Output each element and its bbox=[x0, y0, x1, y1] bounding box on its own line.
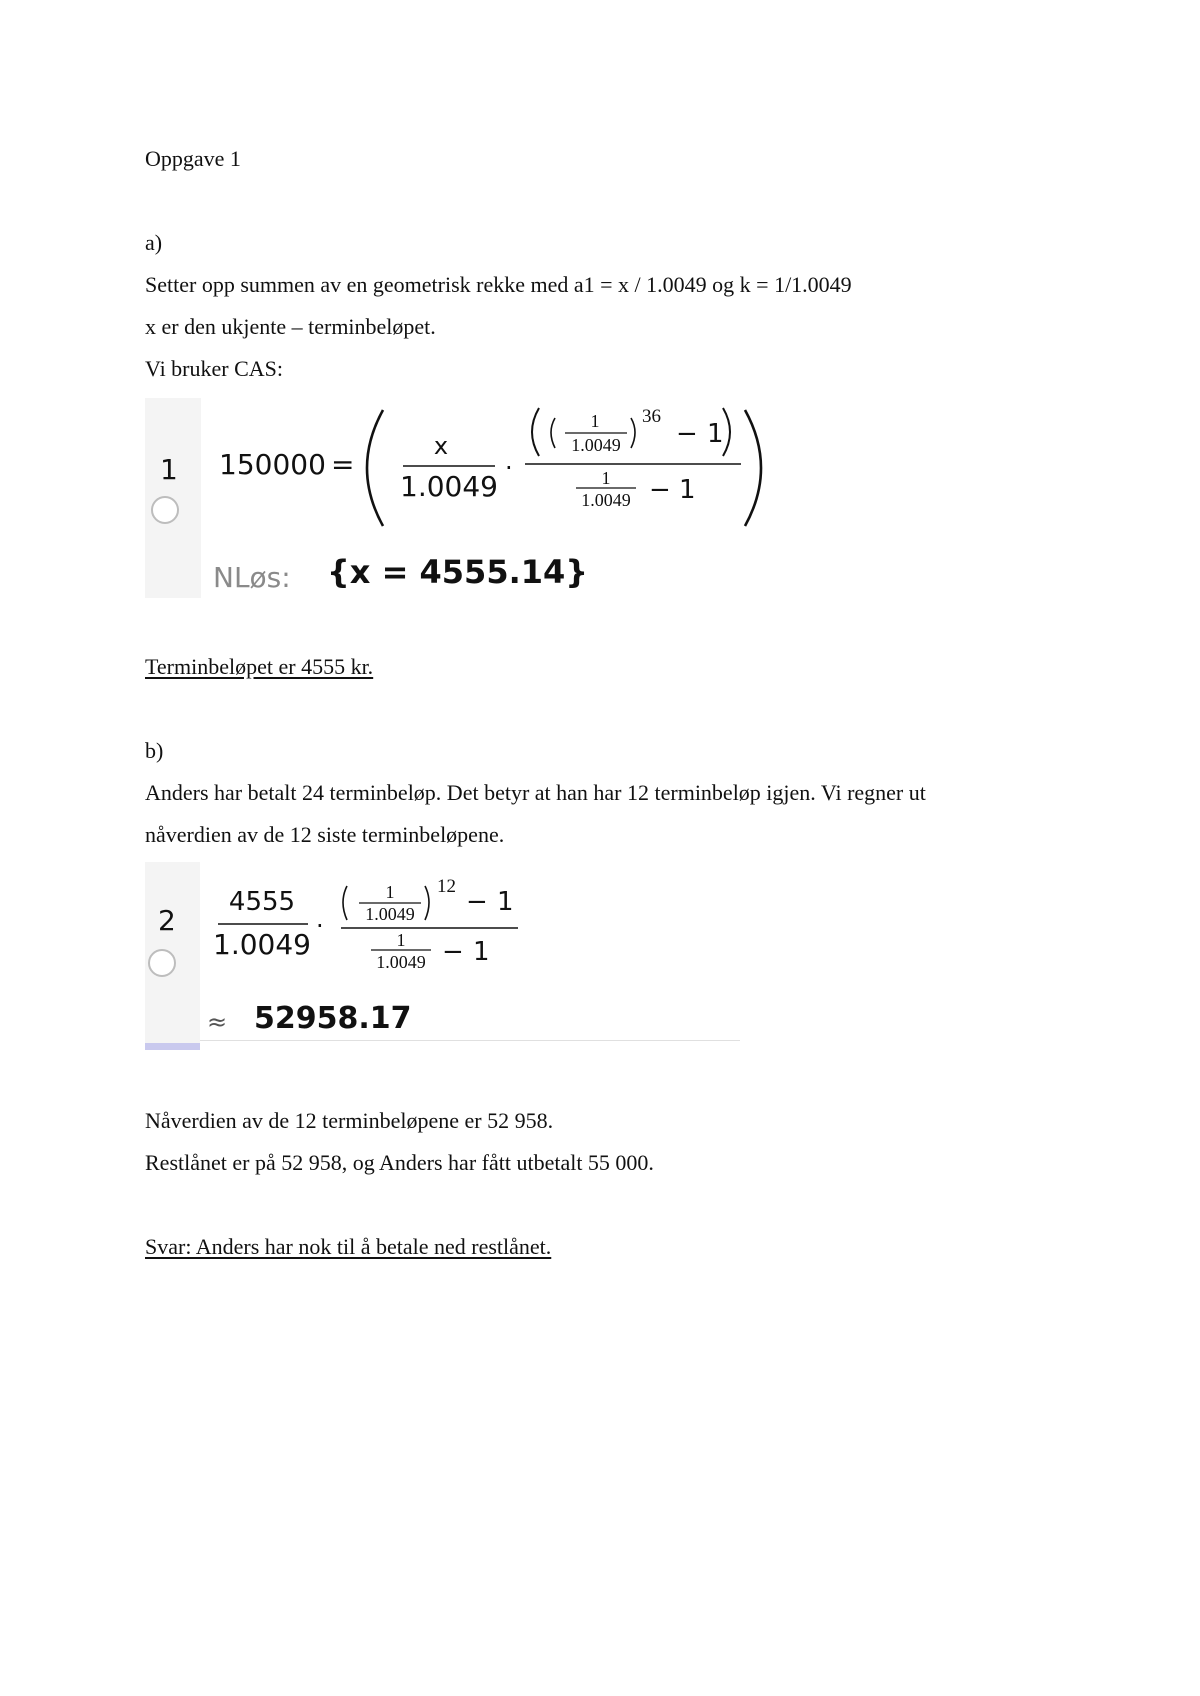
num-paren-right-outer bbox=[723, 408, 730, 456]
cas-row-1-formula bbox=[145, 398, 785, 538]
denom-fraction-one: 1 bbox=[601, 468, 611, 488]
part-a-conclusion: Terminbeløpet er 4555 kr. bbox=[145, 654, 374, 679]
inner-fraction-rate: 1.0049 bbox=[365, 904, 415, 924]
num-paren-left bbox=[343, 886, 347, 920]
formula-equals: = bbox=[331, 448, 355, 481]
cas-row-1-result-label: NLøs: bbox=[213, 561, 291, 594]
cas-row-2-formula bbox=[145, 862, 740, 982]
cas-row-2 bbox=[145, 862, 740, 1050]
denom-one: 1 bbox=[473, 937, 490, 967]
part-a-cas-text: Vi bruker CAS: bbox=[145, 356, 284, 381]
denom-fraction-rate: 1.0049 bbox=[376, 952, 426, 972]
inner-fraction-rate: 1.0049 bbox=[571, 435, 621, 455]
big-paren-left bbox=[367, 410, 383, 526]
denom-minus: − bbox=[442, 937, 464, 967]
cas-row-1-result-value: {x = 4555.14} bbox=[327, 553, 589, 591]
cas-row-1 bbox=[145, 398, 785, 598]
fraction-4555-numerator: 4555 bbox=[228, 887, 296, 917]
fraction-4555-denominator: 1.0049 bbox=[213, 928, 311, 961]
num-paren-right bbox=[425, 886, 429, 920]
formula-dot: · bbox=[505, 454, 513, 482]
cas-row-2-selection-bar bbox=[145, 1043, 200, 1050]
cas-row-2-number: 2 bbox=[158, 904, 176, 937]
num-one: 1 bbox=[497, 887, 514, 917]
formula-dot: · bbox=[316, 912, 324, 940]
part-b-result-2: Restlånet er på 52 958, og Anders har fått utbetalt 55 000. bbox=[145, 1150, 654, 1175]
part-b-text-2: nåverdien av de 12 siste terminbeløpene. bbox=[145, 822, 505, 847]
denom-fraction-rate: 1.0049 bbox=[581, 490, 631, 510]
part-b-result-1: Nåverdien av de 12 terminbeløpene er 52 958. bbox=[145, 1108, 554, 1133]
exponent-36: 36 bbox=[642, 406, 661, 427]
big-paren-right bbox=[745, 410, 761, 526]
denom-fraction-one: 1 bbox=[396, 930, 406, 950]
num-paren-left-inner bbox=[551, 418, 555, 448]
task-heading: Oppgave 1 bbox=[145, 146, 241, 171]
fraction-x-numerator: x bbox=[433, 432, 449, 460]
fraction-x-denominator: 1.0049 bbox=[400, 470, 498, 503]
denom-one: 1 bbox=[679, 475, 696, 505]
part-b-answer: Svar: Anders har nok til å betale ned restlånet. bbox=[145, 1234, 552, 1259]
cas-row-2-separator bbox=[200, 1040, 740, 1041]
num-minus: − bbox=[466, 887, 488, 917]
part-a-unknown-text: x er den ukjente – terminbeløpet. bbox=[145, 314, 436, 339]
num-paren-left-outer bbox=[532, 408, 539, 456]
part-a-setup-text: Setter opp summen av en geometrisk rekke med a1 = x / 1.0049 og k = 1/1.0049 bbox=[145, 272, 852, 297]
exponent-12: 12 bbox=[437, 876, 456, 897]
inner-fraction-one: 1 bbox=[385, 882, 395, 902]
part-b-text-1: Anders har betalt 24 terminbeløp. Det betyr at han har 12 terminbeløp igjen. Vi regner ut bbox=[145, 780, 926, 805]
cas-row-1-number: 1 bbox=[160, 453, 178, 486]
num-minus: − bbox=[676, 419, 698, 449]
part-b-label: b) bbox=[145, 738, 164, 763]
num-paren-right-inner bbox=[631, 418, 635, 448]
denom-minus: − bbox=[649, 475, 671, 505]
formula-lhs: 150000 bbox=[219, 448, 326, 481]
num-one: 1 bbox=[707, 419, 724, 449]
cas-row-2-result-value: 52958.17 bbox=[254, 1001, 412, 1036]
cas-row-2-approx-symbol: ≈ bbox=[207, 1008, 228, 1036]
part-a-label: a) bbox=[145, 230, 163, 255]
inner-fraction-one: 1 bbox=[590, 411, 600, 431]
